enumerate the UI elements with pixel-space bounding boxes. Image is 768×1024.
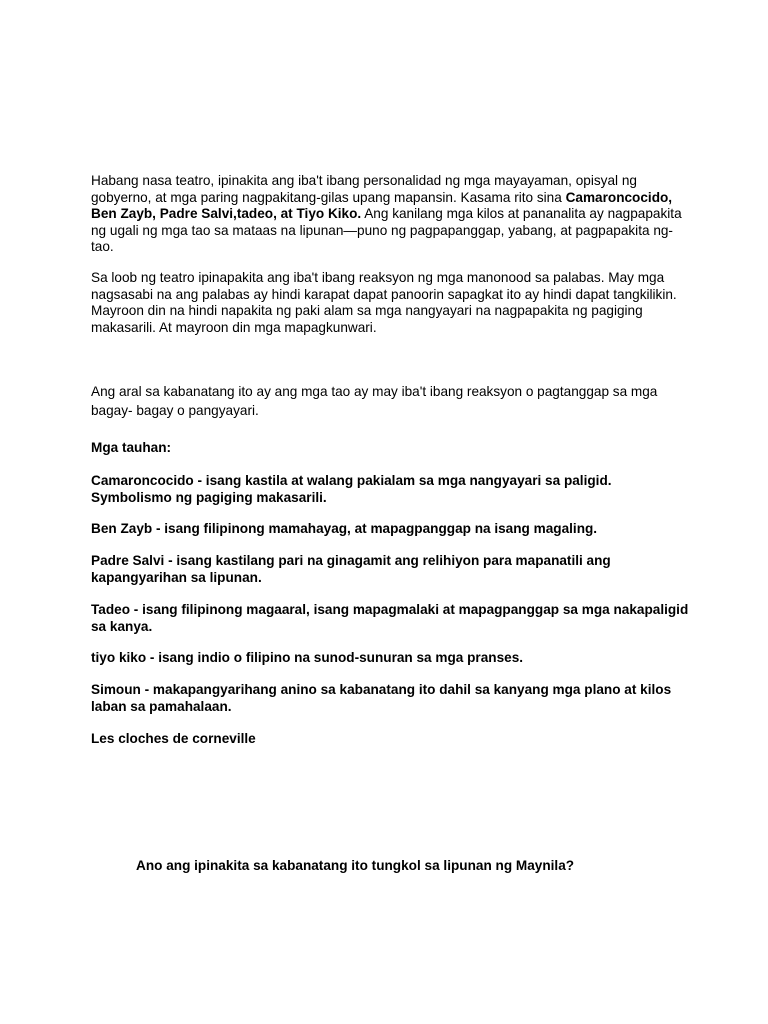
character-entry: Les cloches de corneville <box>91 731 256 746</box>
character-entry: Tadeo - isang filipinong magaaral, isang mapagmalaki at mapagpanggap sa mga nakapaligid sa kanya. <box>91 602 689 634</box>
characters-heading: Mga tauhan: <box>91 440 172 455</box>
summary-rest: Ang kanilang mga kilos at pananalita ay nagpapakita ng ugali ng mga tao sa mataas na lipunan—puno ng pagpapanggap, yabang, at pagpapakita ng-tao. <box>91 206 682 255</box>
summary-character-names: Camaroncocido, Ben Zayb, Padre Salvi,tadeo, at Tiyo Kiko. <box>91 189 673 222</box>
character-entry: Camaroncocido - isang kastila at walang pakialam sa mga nangyayari sa paligid. Symbolismo ng pagiging makasarili. <box>91 473 612 505</box>
audience-reaction-paragraph: Sa loob ng teatro ipinapakita ang iba't ibang reaksyon ng mga manonood sa palabas. May mga nagsasabi na ang palabas ay hindi karapat dapat panoorin sapagkat ito ay hindi dapat tangkilikin. Mayroon din na hindi napakita ng paki alam sa mga nangyayari na nagpapakita ng pagiging makasarili. At mayroon din mga mapagkunwari. <box>91 270 677 335</box>
character-entry: Simoun - makapangyarihang anino sa kabanatang ito dahil sa kanyang mga plano at kilos laban sa pamahalaan. <box>91 682 672 714</box>
character-entry: tiyo kiko - isang indio o filipino na sunod-sunuran sa mga pranses. <box>91 650 524 665</box>
character-entry: Ben Zayb - isang filipinong mamahayag, at mapagpanggap na isang magaling. <box>91 521 598 536</box>
summary-paragraph <box>91 173 691 256</box>
character-entry: Padre Salvi - isang kastilang pari na ginagamit ang relihiyon para mapanatili ang kapangyarihan sa lipunan. <box>91 553 611 585</box>
summary-intro: Habang nasa teatro, ipinakita ang iba't ibang personalidad ng mga mayayaman, opisyal ng gobyerno, at mga paring nagpakitang-gilas upang mapansin. Kasama rito sina <box>91 173 637 205</box>
discussion-question: Ano ang ipinakita sa kabanatang ito tungkol sa lipunan ng Maynila? <box>136 858 575 873</box>
lesson-paragraph: Ang aral sa kabanatang ito ay ang mga tao ay may iba't ibang reaksyon o pagtanggap sa mga bagay- bagay o pangyayari. <box>91 384 658 418</box>
